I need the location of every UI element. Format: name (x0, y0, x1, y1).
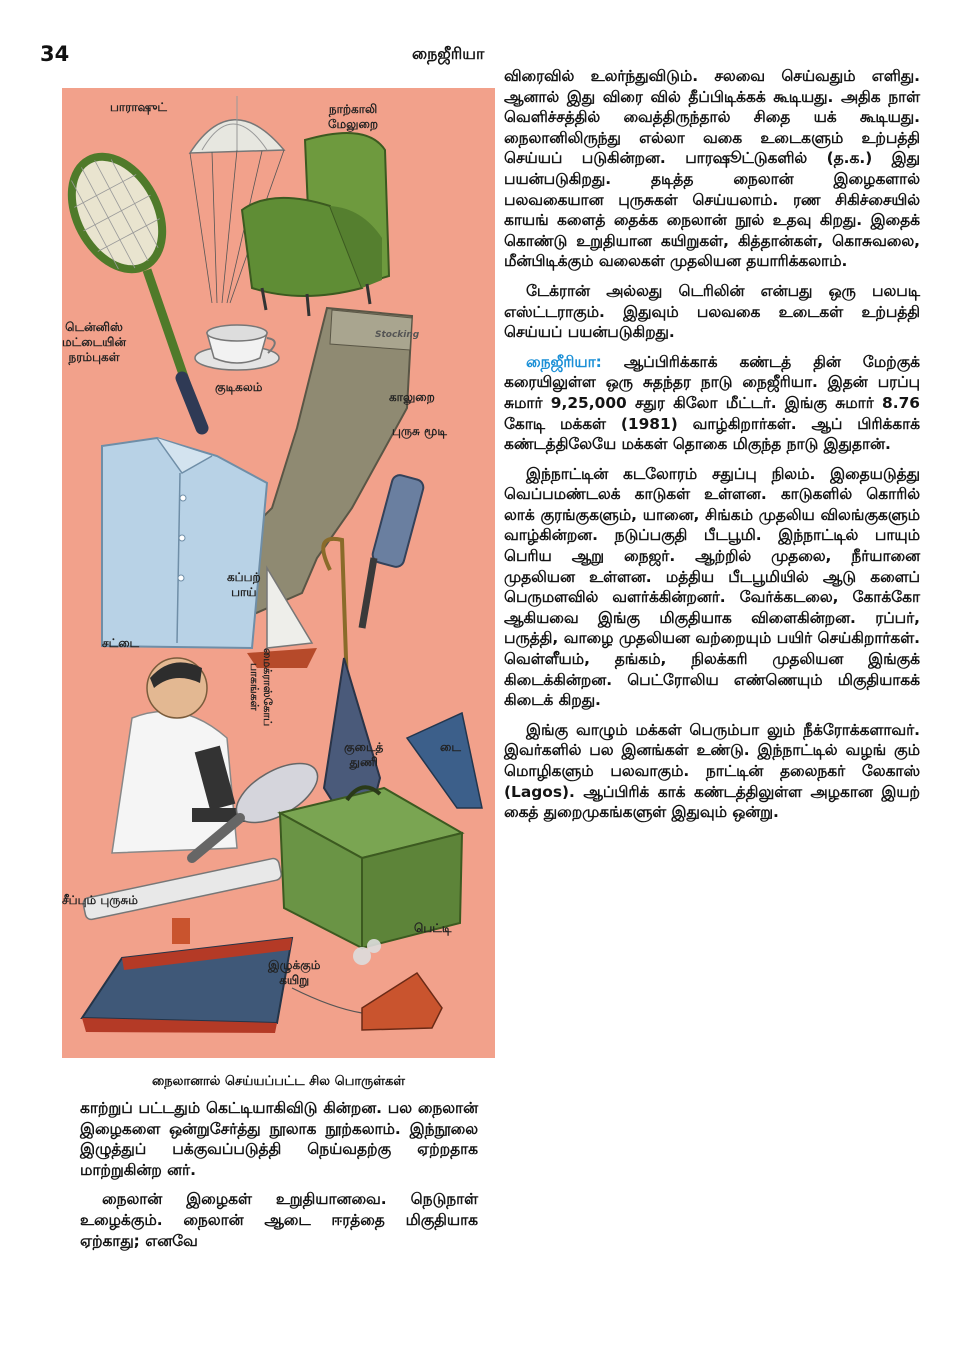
nylon-products-illustration (62, 88, 495, 1058)
left-paragraph-1: காற்றுப் பட்டதும் கெட்டியாகிவிடு கின்றன. பல நைலான் இழைகளை ஒன்றுசேர்த்து நூலாக நூற்கலாம். இந்நூலை இழுத்துப் பக்குவப்படுத்தி நெய்வதற்கு ஏற்றதாக மாற்றுகின்ற னர். (80, 1099, 478, 1179)
right-paragraph-4: இந்நாட்டின் கடலோரம் சதுப்பு நிலம். இதையடுத்து வெப்பமண்டலக் காடுகள் உள்ளன. காடுகளில் கொரில் லாக் குரங்குகளும், யானை, சிங்கம் முதலிய விலங்குகளும் வாழ்கின்றன. நடுப்பகுதி பீடபூமி. இந்நாட்டில் பாயும் பெரிய ஆறு நைஜர். ஆற்றில் முதலை, நீர்யானை முதலியன உள்ளன. மத்திய பீடபூமியில் ஆடு களைப் பெருமளவில் வளர்க்கின்றனர். வேர்க்கடலை, கோக்கோ ஆகியவை இங்கு மிகுதியாக விளைகின்றன. ரப்பர், பருத்தி, வாழை முதலியன வற்றையும் பயிர் செய்கிறார்கள். வெள்ளீயம், தங்கம், நிலக்கரி முதலியன இங்குக் கிடைக்கின்றன. பெட்ரோலிய எண்ணெயும் மிகுதியாகக் கிடைக் கிறது. (504, 464, 920, 710)
left-paragraph-2: நைலான் இழைகள் உறுதியானவை. நெடுநாள் உழைக்கும். நைலான் ஆடை ஈரத்தை மிகுதியாக ஏற்காது; எனவே (80, 1190, 478, 1250)
right-paragraph-2: டேக்ரான் அல்லது டெரிலின் என்பது ஒரு பலபடி எஸ்ட்டராகும். இதுவும் பலவகை உடைகள் உற்பத்தி செய்யப் பயன்படுகிறது. (504, 281, 920, 342)
right-paragraph-5: இங்கு வாழும் மக்கள் பெரும்பா லும் நீக்ரோக்களாவர். இவர்களில் பல இனங்கள் உண்டு. இந்நாட்டில் வழங் கும் மொழிகளும் பலவாகும். நாட்டின் தலைநகர் லேகாஸ் (Lagos). ஆப்பிரிக் காக் கண்டத்திலுள்ள அழகான இயற் கைத் துறைமுகங்களுள் இதுவும் ஒன்று. (504, 720, 920, 822)
label-cup: குடிகலம் (215, 380, 263, 394)
tennis-racket-drawing (62, 141, 202, 428)
illustration-drawing (62, 88, 495, 1058)
armchair-drawing (242, 133, 389, 316)
nigeria-intro-text: ஆப்பிரிக்காக் கண்டத் தின் மேற்குக் கரையிலுள்ள ஒரு சுதந்தர நாடு நைஜீரியா. இதன் பரப்பு சுமார் 9,25,000 சதுர கிலோ மீட்டர். இங்கு சுமார் 8.76 கோடி மக்கள் (1981) வாழ்கிறார்கள். ஆப் பிரிக்காக் கண்டத்திலேயே மக்கள் தொகை மிகுந்த நாடு இதுதான். (504, 352, 920, 454)
left-text-column (80, 1098, 478, 1251)
right-paragraph-1: விரைவில் உலர்ந்துவிடும். சலவை செய்வதும் எளிது. ஆனால் இது விரை வில் தீப்பிடிக்கக் கூடியது. அதிக நாள் வெளிச்சத்தில் வைத்திருந்தால் சிதை யக் கூடியது. நைலானிலிருந்து எல்லா வகை உடைகளும் உற்பத்தி செய்யப் படுகின்றன. பாரஷூட்டுகளில் (த.க.) இது பயன்படுகிறது. தடித்த நைலான் இழைகளால் பலவகையான புருசுகள் செய்யலாம். ரண சிகிச்சையில் காயங் களைத் தைக்க நைலான் நூல் உதவு கிறது. இதைக் கொண்டு உறுதியான கயிறுகள், கித்தான்கள், கொசுவலை, மீன்பிடிக்கும் வலைகள் முதலியன தயாரிக்கலாம். (504, 67, 920, 271)
paint-brush-drawing (362, 473, 425, 628)
label-box: பெட்டி (414, 921, 452, 935)
label-shirt: சட்டை (102, 636, 140, 650)
label-sock: காலுறை (389, 390, 435, 404)
label-parachute: பாராஷுட் (110, 100, 167, 114)
right-paragraph-3 (504, 352, 920, 455)
nigeria-term: நைஜீரியா: (526, 352, 602, 371)
label-tennis-strings: டென்னிஸ் மட்டையின் நரம்புகள் (62, 320, 127, 364)
running-head: நைஜீரியா (412, 44, 485, 63)
label-brush-cover: புருசு மூடி (392, 424, 447, 438)
label-chair-cover: நாற்காலி மேலுறை (328, 102, 379, 131)
label-tie: டை (440, 740, 461, 754)
label-umbrella-cloth: குடைத் துணி (344, 740, 384, 769)
shirt-drawing (102, 438, 267, 648)
right-text-column (504, 66, 920, 823)
illustration-caption: நைலானால் செய்யப்பட்ட சில பொருள்கள் (151, 1074, 406, 1089)
page-number: 34 (40, 42, 70, 66)
label-comb-and-brush: சீப்பும் புருசும் (62, 893, 138, 907)
label-microscope-parts: மைக்ராஸ்கோப் பாகங்கள் (248, 648, 274, 727)
label-tow-rope: இழுக்கும் கயிறு (268, 958, 321, 987)
label-stocking-tag: Stocking (375, 330, 420, 340)
cup-drawing (195, 325, 279, 370)
label-sail: கப்பற் பாய் (227, 570, 261, 599)
